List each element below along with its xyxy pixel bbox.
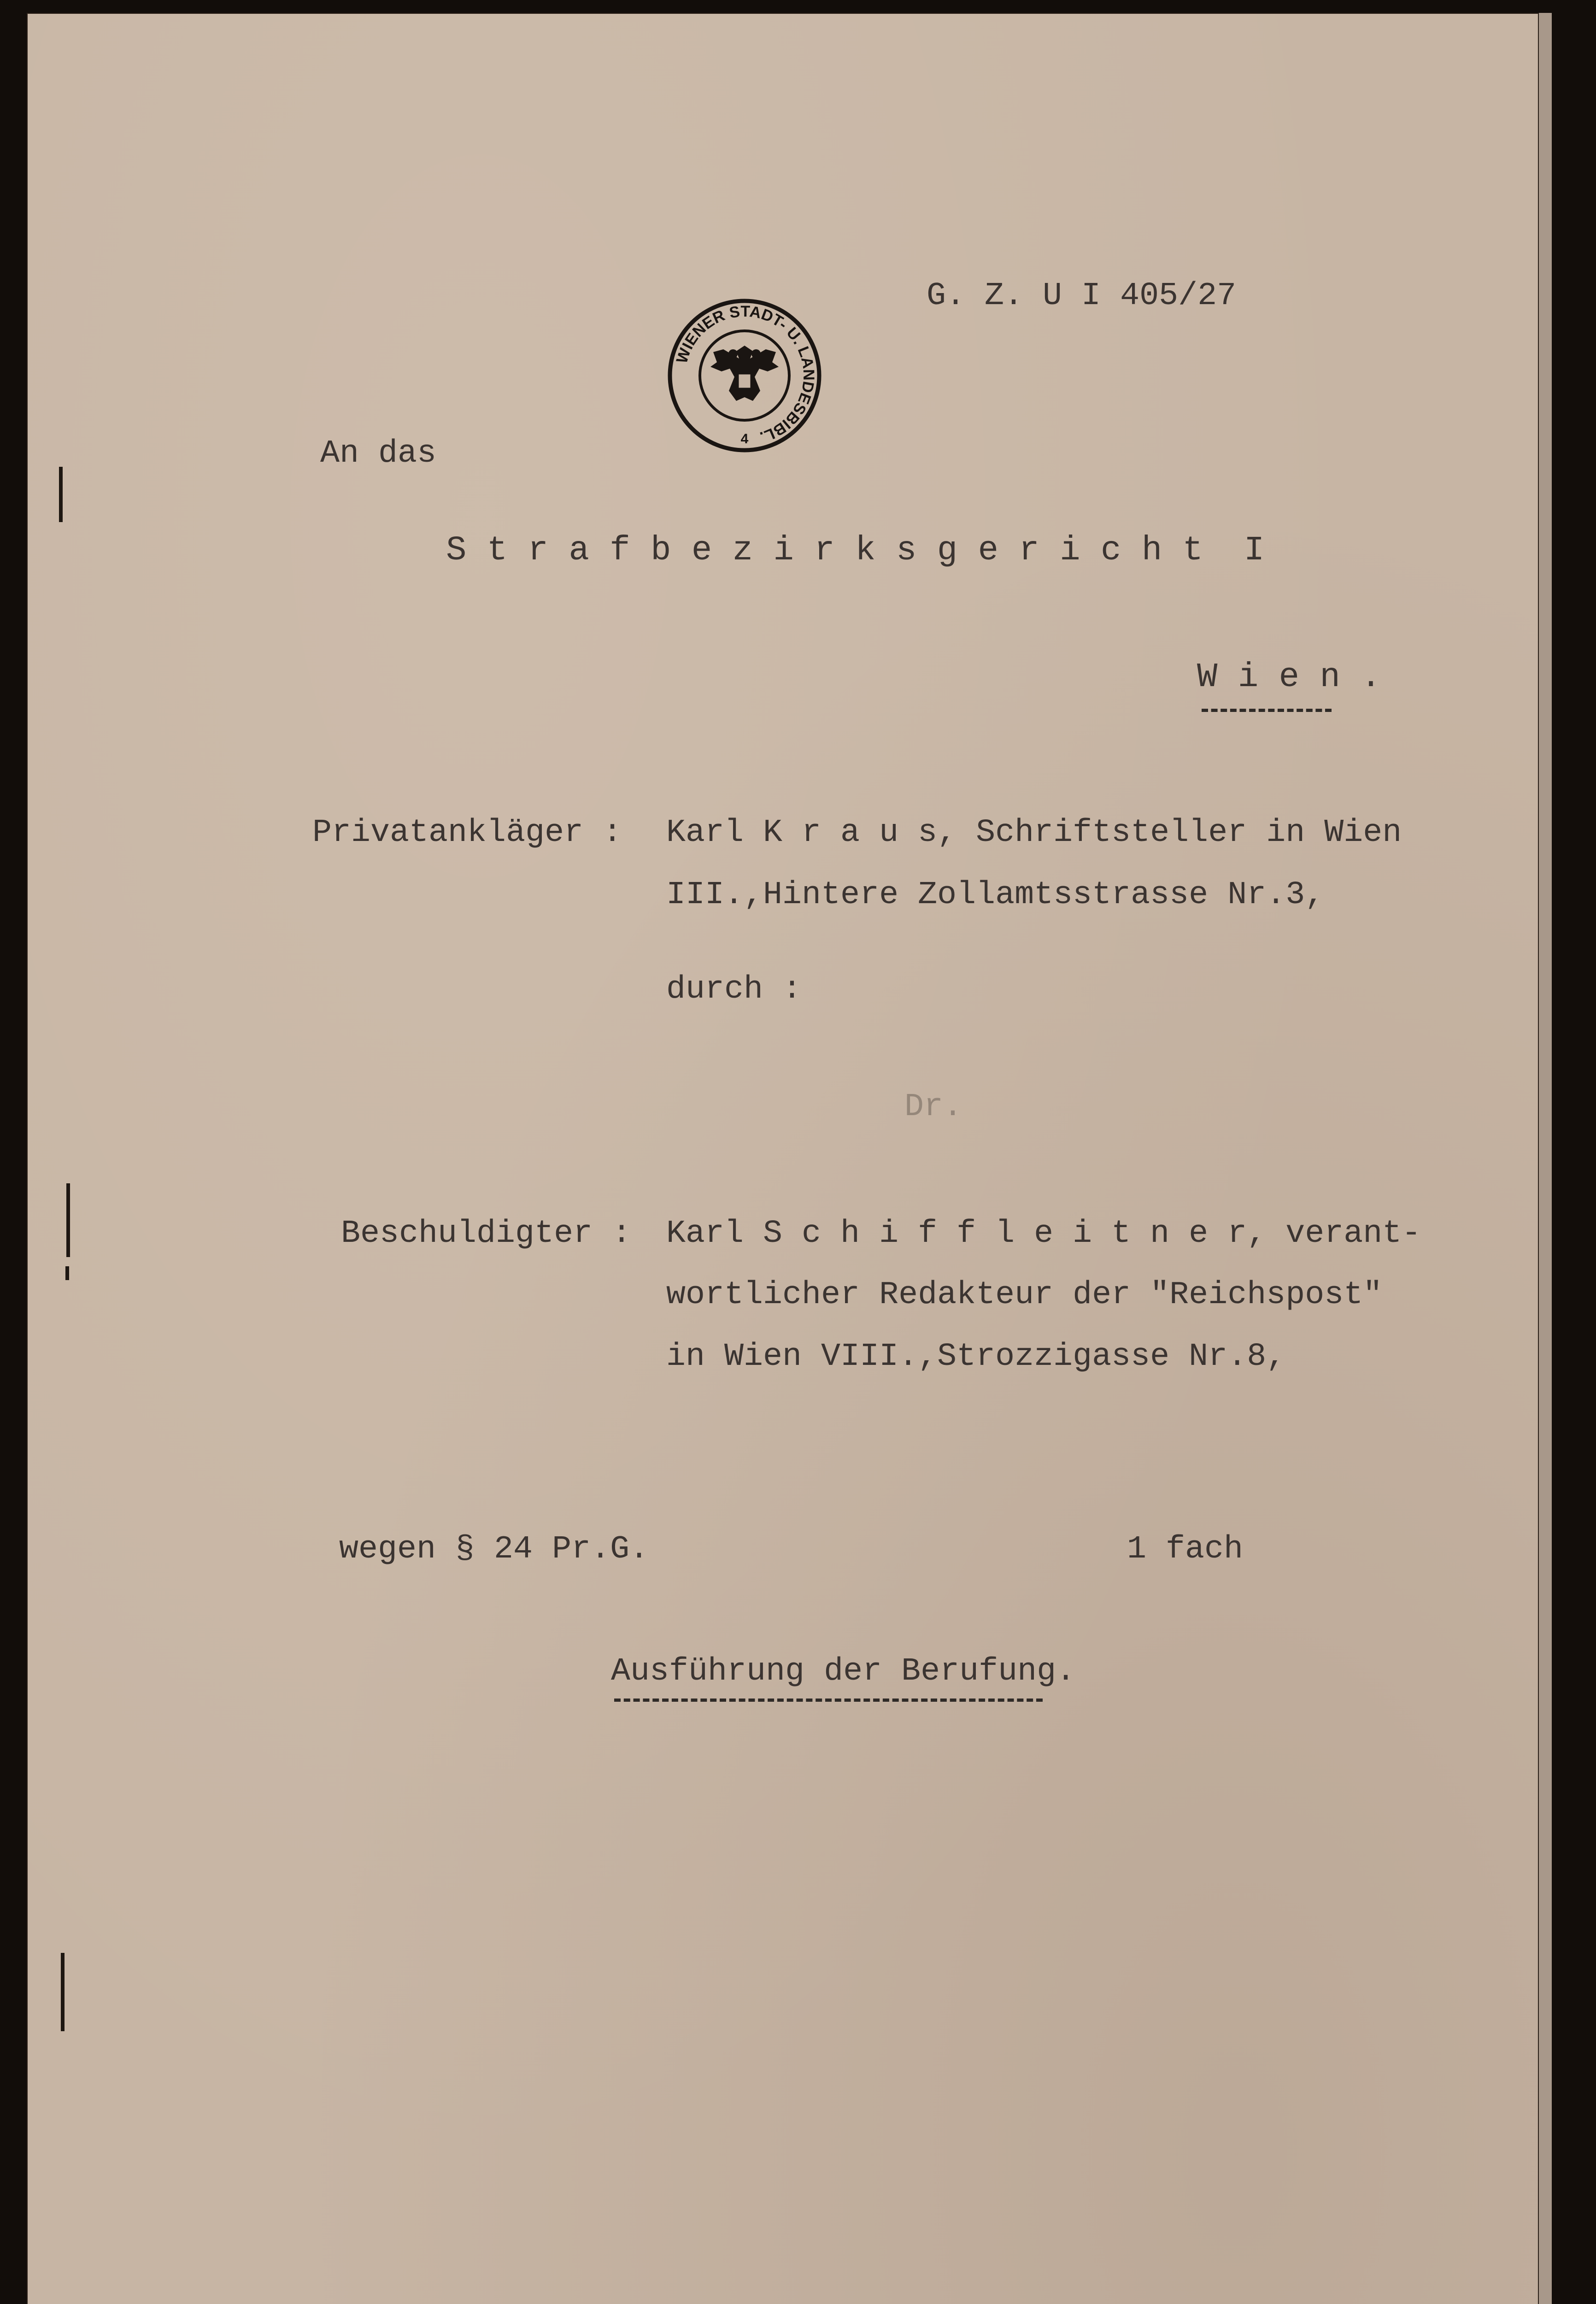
- library-stamp: [664, 295, 825, 456]
- title-underline: [614, 1699, 1043, 1702]
- city-underline: [1202, 709, 1332, 712]
- stamp-number: 4: [740, 431, 749, 447]
- double-headed-eagle-icon: [710, 346, 779, 401]
- binding-hole-mark: [59, 467, 63, 522]
- charge: wegen § 24 Pr.G.: [339, 1531, 649, 1568]
- plaintiff-label: Privatankläger :: [312, 815, 622, 851]
- binding-hole-mark: [61, 1953, 65, 2031]
- document-title: Ausführung der Berufung.: [611, 1653, 1076, 1690]
- defendant-role: wortlicher Redakteur der "Reichspost": [666, 1277, 1383, 1313]
- binding-hole-mark: [65, 1266, 69, 1280]
- binding-hole-mark: [66, 1183, 70, 1257]
- city: W i e n .: [1197, 658, 1381, 697]
- defendant-address: in Wien VIII.,Strozzigasse Nr.8,: [666, 1339, 1286, 1375]
- faint-mark: Dr.: [904, 1089, 963, 1125]
- copies: 1 fach: [1127, 1531, 1244, 1568]
- page-edge: [1539, 13, 1552, 2304]
- defendant-line: Karl S c h i f f l e i t n e r, verant-: [666, 1216, 1421, 1252]
- through-label: durch :: [666, 971, 802, 1008]
- defendant-label: Beschuldigter :: [341, 1216, 632, 1252]
- stamp-ring-text: WIENER STADT- U. LANDESBIBL.: [673, 302, 818, 447]
- document-page: [27, 13, 1539, 2304]
- addressee-prefix: An das: [320, 435, 437, 472]
- plaintiff-line: Karl K r a u s, Schriftsteller in Wien: [666, 815, 1402, 851]
- reference-number: G. Z. U I 405/27: [927, 278, 1237, 314]
- plaintiff-address: III.,Hintere Zollamtsstrasse Nr.3,: [666, 877, 1325, 913]
- court-name: S t r a f b e z i r k s g e r i c h t I: [446, 531, 1265, 570]
